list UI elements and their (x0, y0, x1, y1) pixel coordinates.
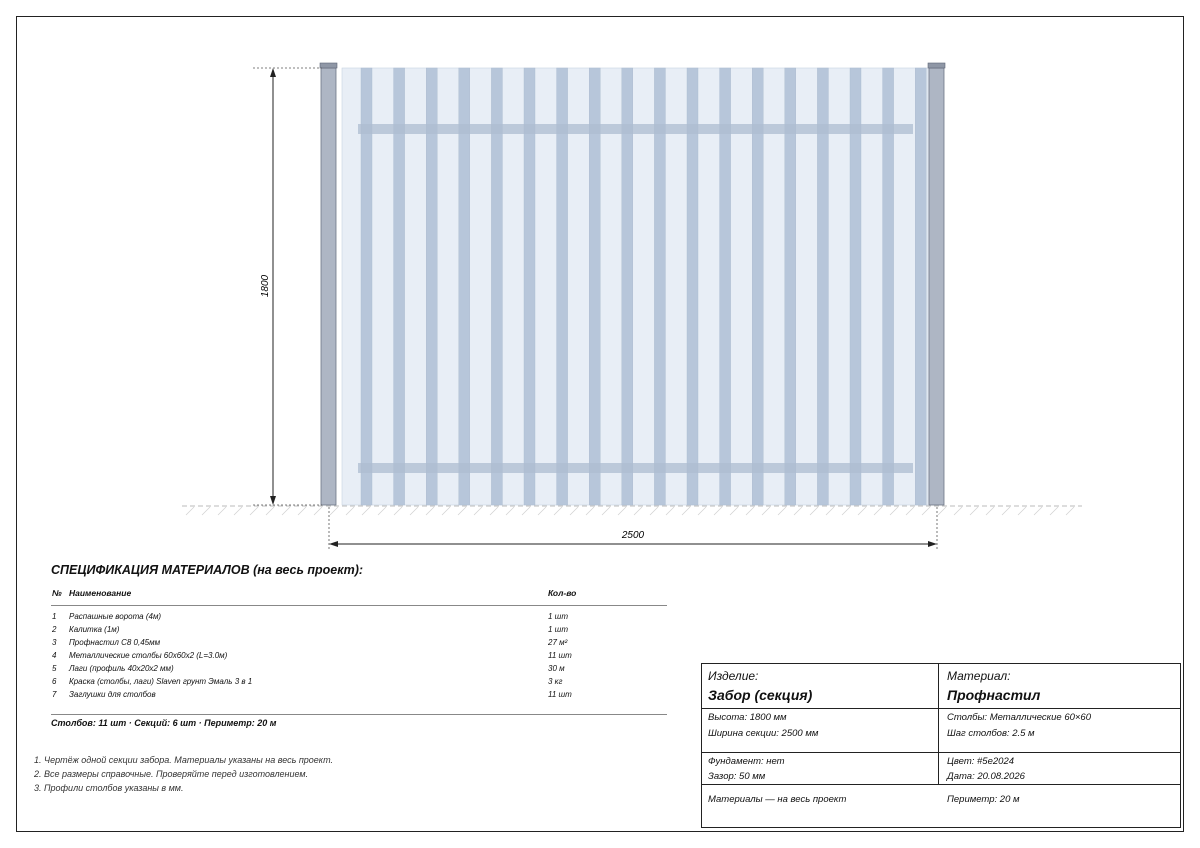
height-field: Высота: 1800 мм (708, 712, 787, 723)
row-name: Профнастил С8 0,45мм (69, 638, 161, 647)
ground-hatch (570, 507, 578, 515)
ground-hatch (202, 507, 210, 515)
note-3: 3. Профили столбов указаны в мм. (34, 783, 184, 793)
row-name: Металлические столбы 60х60х2 (L=3.0м) (69, 651, 228, 660)
gap-field: Зазор: 50 мм (708, 771, 766, 782)
ground-hatch (682, 507, 690, 515)
ground-hatch (1034, 507, 1042, 515)
ground-hatch (410, 507, 418, 515)
row-name: Заглушки для столбов (69, 690, 156, 699)
ground-hatch (922, 507, 930, 515)
ground-hatch (282, 507, 290, 515)
row-num: 4 (52, 651, 57, 660)
ground-hatch (378, 507, 386, 515)
width-arrow-left (329, 541, 338, 547)
ground-hatch (874, 507, 882, 515)
ground-hatch (266, 507, 274, 515)
row-qty: 11 шт (548, 690, 572, 699)
ground-hatch (586, 507, 594, 515)
ground-hatch (218, 507, 226, 515)
height-arrow-bottom (270, 496, 276, 505)
ground-hatch (954, 507, 962, 515)
row-num: 3 (52, 638, 57, 647)
ground-hatch (970, 507, 978, 515)
spec-footer-divider (51, 714, 667, 715)
ground-hatch (762, 507, 770, 515)
ground-hatch (506, 507, 514, 515)
left-post (321, 68, 336, 505)
foundation-field: Фундамент: нет (708, 756, 785, 767)
bottom-rail (358, 463, 913, 473)
row-num: 1 (52, 612, 57, 621)
ground-hatch (474, 507, 482, 515)
ground-hatch (298, 507, 306, 515)
ground-hatch (618, 507, 626, 515)
ground-hatch (346, 507, 354, 515)
row-name: Калитка (1м) (69, 625, 120, 634)
spec-header-divider (51, 605, 667, 606)
ground-hatch (650, 507, 658, 515)
ground-hatch (858, 507, 866, 515)
ground-hatch (234, 507, 242, 515)
height-arrow-top (270, 68, 276, 77)
section-width-field: Ширина секции: 2500 мм (708, 728, 819, 739)
row-qty: 30 м (548, 664, 565, 673)
right-post-cap (928, 63, 945, 68)
posts-field: Столбы: Металлические 60×60 (947, 712, 1092, 723)
row-qty: 3 кг (548, 677, 563, 686)
ground-hatch (698, 507, 706, 515)
row-num: 7 (52, 690, 57, 699)
ground-hatch (906, 507, 914, 515)
ground-hatch (810, 507, 818, 515)
color-field: Цвет: #5e2024 (947, 756, 1015, 767)
fence-slat (915, 68, 926, 505)
row-qty: 27 м² (548, 638, 568, 647)
ground-hatch (602, 507, 610, 515)
row-name: Распашные ворота (4м) (69, 612, 162, 621)
note-1: 1. Чертёж одной секции забора. Материалы указаны на весь проект. (34, 755, 334, 765)
row-qty: 11 шт (548, 651, 572, 660)
ground-hatch (794, 507, 802, 515)
row-qty: 1 шт (548, 612, 568, 621)
ground-hatch (986, 507, 994, 515)
title-block-divider-2 (702, 752, 1180, 753)
height-dim-label: 1800 (260, 274, 271, 298)
ground-hatch (362, 507, 370, 515)
ground-hatch (1018, 507, 1026, 515)
perimeter-field: Периметр: 20 м (947, 794, 1020, 805)
note-2: 2. Все размеры справочные. Проверяйте перед изготовлением. (34, 769, 309, 779)
ground-hatch (714, 507, 722, 515)
row-name: Краска (столбы, лаги) Slaven грунт Эмаль 3 в 1 (69, 677, 253, 686)
title-block-divider-vertical (938, 664, 939, 784)
date-field: Дата: 20.08.2026 (947, 771, 1025, 782)
ground-hatch (666, 507, 674, 515)
ground-hatch (938, 507, 946, 515)
ground-hatch (186, 507, 194, 515)
ground-hatch (1066, 507, 1074, 515)
materials-note-field: Материалы — на весь проект (708, 794, 847, 805)
spec-header-num: № (52, 588, 62, 598)
row-num: 2 (52, 625, 57, 634)
ground-hatch (330, 507, 338, 515)
material-label: Материал: (947, 669, 1011, 683)
spec-header-name: Наименование (69, 588, 132, 598)
ground-hatch (1050, 507, 1058, 515)
ground-hatch (554, 507, 562, 515)
post-step-field: Шаг столбов: 2.5 м (947, 728, 1035, 739)
right-post (929, 68, 944, 505)
ground-hatch (538, 507, 546, 515)
ground-hatch (250, 507, 258, 515)
spec-header-qty: Кол-во (548, 588, 577, 598)
ground-hatch (634, 507, 642, 515)
spec-title: СПЕЦИФИКАЦИЯ МАТЕРИАЛОВ (на весь проект): (51, 563, 364, 577)
width-dim-label: 2500 (621, 530, 645, 541)
ground-hatch (1002, 507, 1010, 515)
title-block-divider-3 (702, 784, 1180, 785)
row-qty: 1 шт (548, 625, 568, 634)
ground-hatch (490, 507, 498, 515)
title-block (701, 663, 1181, 828)
ground-line (182, 506, 1082, 515)
ground-hatch (730, 507, 738, 515)
product-label: Изделие: (708, 669, 759, 683)
row-name: Лаги (профиль 40х20х2 мм) (69, 664, 174, 673)
ground-hatch (458, 507, 466, 515)
title-block-divider-1 (702, 708, 1180, 709)
spec-summary: Столбов: 11 шт · Секций: 6 шт · Периметр: 20 м (51, 718, 277, 728)
ground-hatch (426, 507, 434, 515)
ground-hatch (778, 507, 786, 515)
ground-hatch (442, 507, 450, 515)
ground-hatch (842, 507, 850, 515)
ground-hatch (890, 507, 898, 515)
width-arrow-right (928, 541, 937, 547)
ground-hatch (746, 507, 754, 515)
left-post-cap (320, 63, 337, 68)
row-num: 5 (52, 664, 57, 673)
product-value: Забор (секция) (708, 687, 813, 703)
ground-hatch (522, 507, 530, 515)
row-num: 6 (52, 677, 57, 686)
ground-hatch (394, 507, 402, 515)
material-value: Профнастил (947, 687, 1041, 703)
top-rail (358, 124, 913, 134)
ground-hatch (314, 507, 322, 515)
ground-hatch (826, 507, 834, 515)
